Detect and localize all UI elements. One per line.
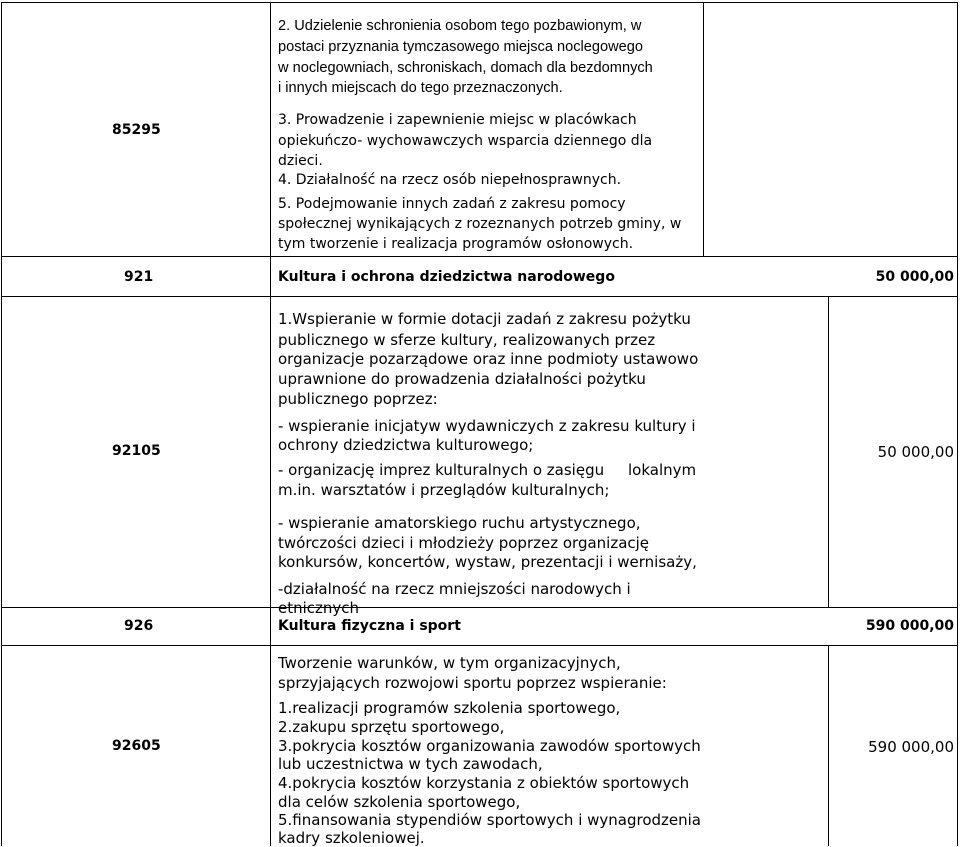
column-divider	[270, 2, 271, 846]
row-divider	[1, 256, 958, 257]
row-code: 92605	[112, 738, 161, 754]
description-line: tym tworzenie i realizacja programów osłonowych.	[278, 236, 634, 252]
row-divider	[1, 645, 958, 646]
description-line: twórczości dzieci i młodzieży poprzez organizację	[278, 534, 650, 552]
description-line: 3. Prowadzenie i zapewnienie miejsc w placówkach	[278, 112, 637, 128]
row-code: 85295	[112, 122, 161, 138]
description-line: m.in. warsztatów i przeglądów kulturalnych;	[278, 481, 610, 499]
description-line: 5. Podejmowanie innych zadań z zakresu pomocy	[278, 196, 626, 212]
row-divider	[1, 296, 958, 297]
row-code: 92105	[112, 443, 161, 459]
description-line: dla celów szkolenia sportowego,	[278, 793, 521, 811]
description-line: lub uczestnictwa w tych zawodach,	[278, 755, 543, 773]
description-line: w noclegowniach, schroniskach, domach dla bezdomnych	[278, 60, 653, 76]
row-amount: 50 000,00	[877, 443, 954, 461]
row-divider	[1, 607, 958, 608]
description-line: i innych miejscach do tego przeznaczonych.	[278, 80, 563, 96]
description-line: 3.pokrycia kosztów organizowania zawodów sportowych	[278, 737, 701, 755]
description-line: Tworzenie warunków, w tym organizacyjnych,	[278, 654, 621, 672]
description-line: 5.finansowania stypendiów sportowych i wynagrodzenia	[278, 811, 701, 829]
description-line: społecznej wynikających z rozeznanych potrzeb gminy, w	[278, 216, 682, 232]
section-amount: 590 000,00	[865, 618, 954, 634]
description-line: kadry szkoleniowej.	[278, 829, 425, 847]
description-line: 4.pokrycia kosztów korzystania z obiektów sportowych	[278, 774, 690, 792]
row-amount: 590 000,00	[868, 738, 954, 756]
description-word: lokalnym	[628, 461, 697, 479]
description-line: uprawnione do prowadzenia działalności pożytku	[278, 370, 646, 388]
section-code: 921	[124, 269, 154, 285]
description-line: 2.zakupu sprzętu sportowego,	[278, 718, 505, 736]
column-divider	[703, 2, 704, 256]
description-line: dzieci.	[278, 153, 323, 169]
description-line: konkursów, koncertów, wystaw, prezentacji i wernisaży,	[278, 553, 697, 571]
description-line: - organizację imprez kulturalnych o zasięgu	[278, 461, 605, 479]
table-border-right	[957, 2, 958, 846]
description-line: -działalność na rzecz mniejszości narodowych i	[278, 580, 631, 598]
amount-column-divider	[828, 296, 829, 607]
description-line: 2. Udzielenie schronienia osobom tego pozbawionym, w	[278, 18, 642, 34]
description-line: etnicznych	[278, 599, 360, 617]
row-divider	[1, 2, 958, 3]
description-line: postaci przyznania tymczasowego miejsca noclegowego	[278, 39, 644, 55]
description-line: ochrony dziedzictwa kulturowego;	[278, 436, 534, 454]
description-line: publicznego w sferze kultury, realizowanych przez	[278, 331, 656, 349]
amount-column-divider	[828, 645, 829, 846]
description-line: organizacje pozarządowe oraz inne podmioty ustawowo	[278, 350, 699, 368]
section-code: 926	[124, 618, 154, 634]
description-line: 1.realizacji programów szkolenia sportowego,	[278, 699, 621, 717]
description-line: opiekuńczo- wychowawczych wsparcia dziennego dla	[278, 133, 653, 149]
description-line: - wspieranie amatorskiego ruchu artystycznego,	[278, 514, 641, 532]
table-border-left	[1, 2, 2, 846]
description-line: - wspieranie inicjatyw wydawniczych z zakresu kultury i	[278, 417, 696, 435]
section-title: Kultura fizyczna i sport	[278, 618, 461, 634]
section-title: Kultura i ochrona dziedzictwa narodowego	[278, 269, 615, 285]
section-amount: 50 000,00	[875, 269, 954, 285]
description-line: 1.Wspieranie w formie dotacji zadań z zakresu pożytku	[278, 310, 691, 328]
description-line: sprzyjających rozwojowi sportu poprzez wspieranie:	[278, 674, 667, 692]
description-line: 4. Działalność na rzecz osób niepełnosprawnych.	[278, 172, 622, 188]
description-line: publicznego poprzez:	[278, 390, 438, 408]
